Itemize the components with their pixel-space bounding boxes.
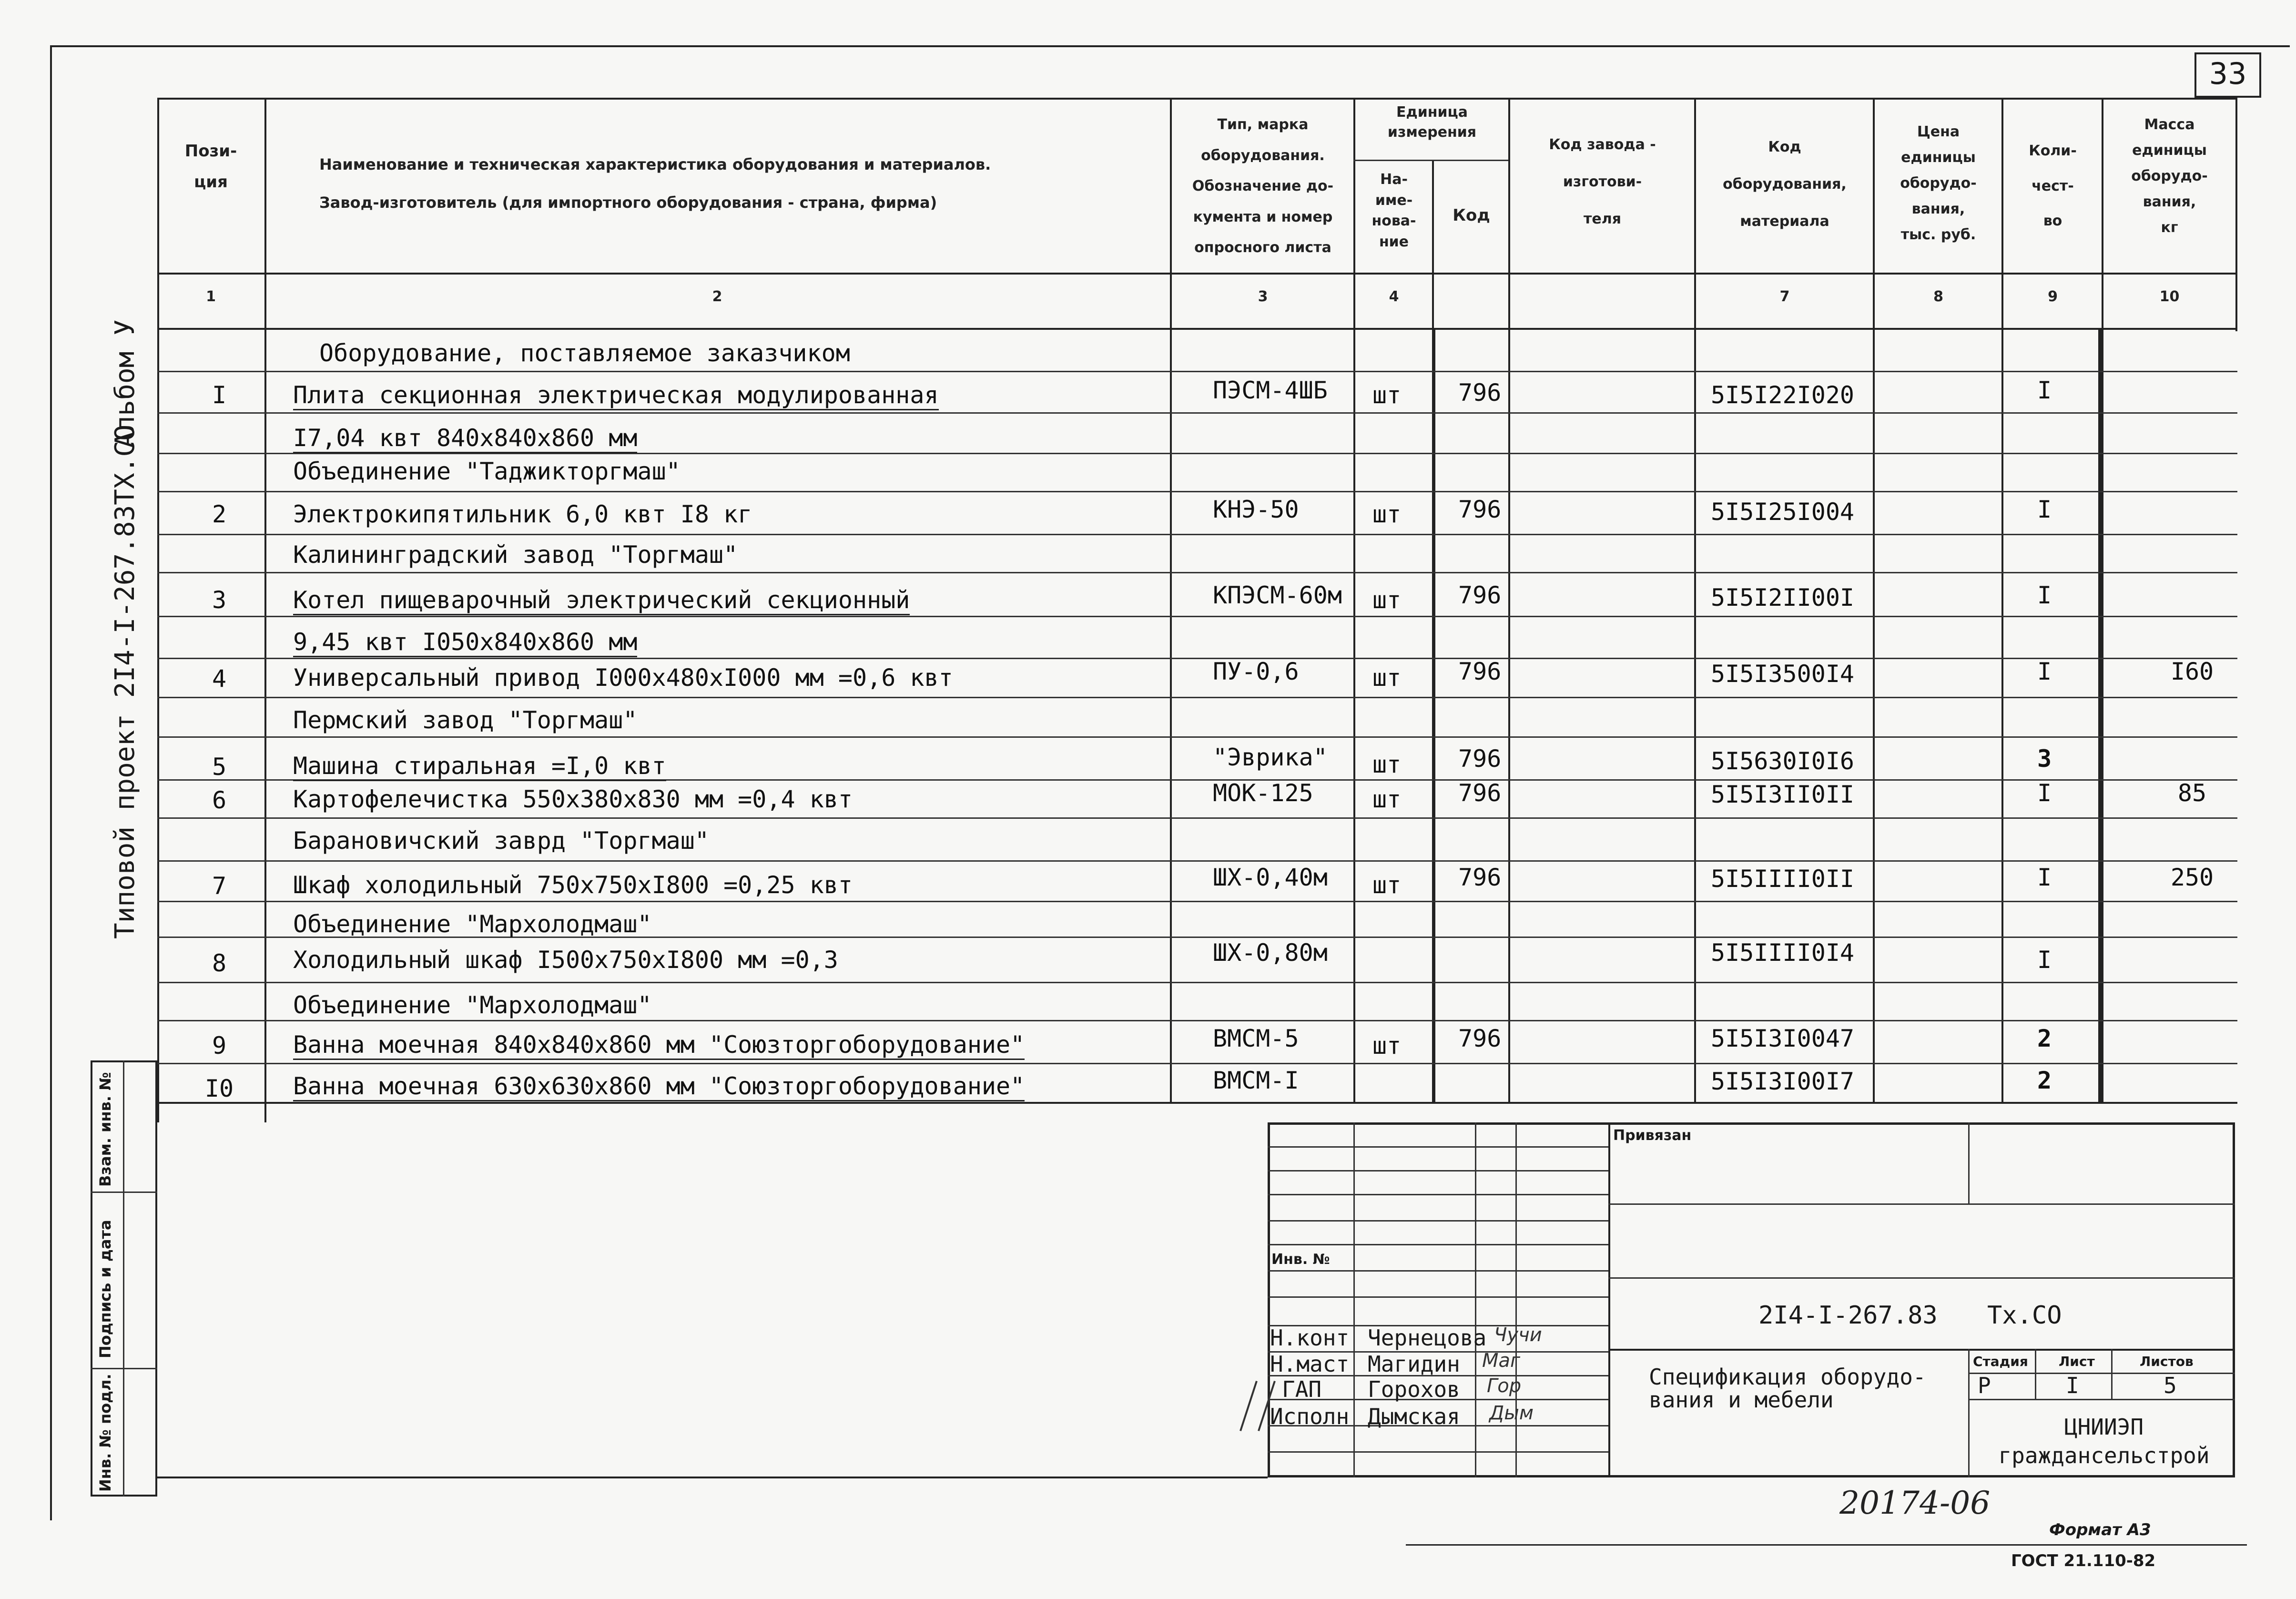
row-4-eq-code: 5I5I25I004 [1711, 498, 1855, 526]
row-8-code: 796 [1458, 658, 1502, 685]
stamp-doc-mark: Тх.СО [1987, 1301, 2062, 1330]
stamp-sheet-label: Лист [2059, 1354, 2095, 1369]
row-17-pos: 9 [212, 1032, 227, 1059]
row-13-qty: I [2037, 864, 2052, 891]
left-stamp-sep-1 [91, 1192, 157, 1193]
row-15-type: ШХ-0,80м [1213, 939, 1328, 967]
stamp-title: Спецификация оборудо- вания и мебели [1649, 1364, 1926, 1413]
row-8-eq-code: 5I5I3500I4 [1711, 660, 1855, 688]
stamp-role-1: Н.маст [1270, 1351, 1350, 1377]
stamp-grid-v4 [1608, 1122, 1610, 1477]
row-13-pos: 7 [212, 872, 227, 900]
stamp-doc-code: 2I4-I-267.83 [1758, 1301, 1938, 1330]
stamp-stage-label: Стадия [1973, 1354, 2028, 1369]
col-line-10 [2235, 98, 2237, 331]
row-1-qty: I [2037, 377, 2052, 404]
row-15-name: Холодильный шкаф I500х750хI800 мм =0,3 [293, 946, 838, 974]
row-line-12 [157, 817, 2237, 819]
table-top [157, 98, 2237, 100]
stamp-right-h2 [1608, 1277, 2235, 1279]
stamp-sig-1: Маг [1482, 1350, 1521, 1372]
header-col9: Коли- чест- во [2029, 143, 2077, 229]
frame-left [50, 45, 52, 1520]
row-4-name: Электрокипятильник 6,0 квт I8 кг [293, 500, 752, 528]
row-6-type: КПЭСМ-60м [1213, 581, 1342, 609]
header-col7: Код оборудования, материала [1723, 139, 1847, 230]
row-1-name: Плита секционная электрическая модулированная [293, 381, 939, 410]
col-number-3: 3 [1258, 288, 1268, 305]
row-6-name: Котел пищеварочный электрический секционный [293, 586, 910, 615]
stamp-sig-2: Гор [1487, 1375, 1522, 1397]
side-project: Типовой проект 2I4-I-267.83ТХ.СО [110, 425, 141, 939]
row-13-type: ШХ-0,40м [1213, 864, 1328, 891]
stamp-stage-h2 [1968, 1399, 2235, 1400]
row-7-name: 9,45 квт I050х840х860 мм [293, 628, 637, 657]
row-11-eq-code: 5I5I3II0II [1711, 781, 1855, 808]
stamp-stage-v1 [2035, 1349, 2036, 1399]
table-bottom [157, 1102, 2237, 1104]
row-15-qty: I [2037, 946, 2052, 974]
stamp-stage-v2 [2111, 1349, 2113, 1399]
stamp-org: ЦНИИЭП граждансельстрой [1998, 1414, 2210, 1468]
stamp-grid-h2 [1268, 1170, 1608, 1171]
row-15-pos: 8 [212, 949, 227, 977]
stamp-sig-3: Дым [1489, 1402, 1534, 1424]
row-17-code: 796 [1458, 1025, 1502, 1052]
header-col10: Масса единицы оборудо- вания, кг [2131, 116, 2208, 236]
row-10-eq-code: 5I5630I0I6 [1711, 747, 1855, 775]
row-line-16 [157, 982, 2237, 983]
row-3-name: Объединение "Таджикторгмаш" [293, 458, 681, 485]
header-unit-group: Единица измерения [1387, 104, 1477, 141]
row-8-name: Универсальный привод I000х480хI000 мм =0,6 квт [293, 664, 953, 692]
header-bottom [157, 273, 2237, 275]
side-album: Альбом У [110, 319, 141, 448]
stamp-grid-h4 [1268, 1220, 1608, 1222]
stamp-name-0: Чернецова [1368, 1325, 1487, 1351]
row-13-eq-code: 5I5IIII0II [1711, 865, 1855, 893]
left-stamp-sep-2 [91, 1368, 157, 1369]
row-9-name: Пермский завод "Торгмаш" [293, 706, 638, 734]
stamp-grid-h1 [1268, 1146, 1608, 1148]
stamp-stage-h1 [1968, 1373, 2235, 1374]
side-vzam-inv: Взам. инв. № [96, 1072, 114, 1187]
stamp-right-h3 [1608, 1349, 2235, 1351]
side-sign-date: Подпись и дата [96, 1220, 114, 1358]
row-10-type: "Эврика" [1213, 743, 1328, 771]
row-11-unit: шт [1372, 785, 1402, 813]
left-stamp-divider [123, 1060, 124, 1497]
row-11-qty: I [2037, 779, 2052, 807]
row-16-name: Объединение "Мархолодмаш" [293, 991, 652, 1019]
header-col2: Наименование и техническая характеристика оборудования и материалов. Завод-изготовитель (для импортного оборудования - страна, фирма) [319, 155, 991, 212]
stamp-right-v2 [1968, 1349, 1970, 1477]
col-number-9: 9 [2048, 288, 2058, 305]
row-10-name: Машина стиральная =I,0 квт [293, 752, 666, 781]
unit-group-divider [1353, 160, 1508, 161]
row-18-eq-code: 5I5I3I00I7 [1711, 1068, 1855, 1095]
stamp-sig-0: Чучи [1494, 1324, 1542, 1346]
row-8-mass: I60 [2170, 658, 2214, 685]
row-11-code: 796 [1458, 779, 1502, 807]
row-line-7 [157, 616, 2237, 617]
row-11-type: МОК-125 [1213, 779, 1313, 807]
col-line-9 [2102, 98, 2103, 1102]
row-11-mass: 85 [2177, 779, 2207, 807]
stamp-inv-no: Инв. № [1271, 1251, 1330, 1268]
stamp-grid-v1 [1353, 1122, 1355, 1477]
col-number-2: 2 [712, 288, 722, 305]
col-line-2 [1170, 98, 1172, 1102]
header-col5: Код [1453, 206, 1490, 225]
row-line-2 [157, 412, 2237, 414]
stamp-role-3: Исполн [1270, 1404, 1350, 1429]
row-4-code: 796 [1458, 496, 1502, 523]
stamp-grid-h3 [1268, 1194, 1608, 1195]
row-1-eq-code: 5I5I22I020 [1711, 381, 1855, 409]
row-line-1 [157, 371, 2237, 372]
stamp-grid-h6 [1268, 1270, 1608, 1272]
row-11-pos: 6 [212, 786, 227, 814]
row-12-name: Барановичский заврд "Торгмаш" [293, 827, 709, 855]
row-13-unit: шт [1372, 871, 1402, 899]
stamp-right-h1 [1608, 1203, 2235, 1205]
gost-label: ГОСТ 21.110-82 [2011, 1551, 2156, 1570]
row-10-unit: шт [1372, 751, 1402, 778]
row-13-mass: 250 [2170, 864, 2214, 891]
stamp-name-1: Магидин [1368, 1351, 1460, 1377]
row-8-type: ПУ-0,6 [1213, 658, 1299, 685]
stamp-role-0: Н.конт [1270, 1325, 1350, 1351]
side-inv-orig: Инв. № подл. [96, 1374, 114, 1492]
row-line-17 [157, 1020, 2237, 1021]
stamp-grid-v2 [1475, 1122, 1476, 1477]
col-number-1: 1 [206, 288, 216, 305]
row-17-name: Ванна моечная 840х840х860 мм "Союзторгоборудование" [293, 1031, 1025, 1060]
row-line-14 [157, 901, 2237, 902]
row-8-unit: шт [1372, 664, 1402, 692]
stamp-stage: Р [1978, 1373, 1991, 1398]
row-line-9 [157, 697, 2237, 698]
stamp-role-2: ГАП [1282, 1376, 1322, 1402]
col-number-4: 4 [1389, 288, 1399, 305]
stamp-grid-h13 [1268, 1451, 1608, 1453]
stamp-slash-1 [1239, 1381, 1258, 1431]
stamp-sheets: 5 [2164, 1373, 2177, 1398]
header-col3: Тип, марка оборудования. Обозначение до- кумента и номер опросного листа [1192, 116, 1334, 256]
row-18-type: ВМСМ-I [1213, 1067, 1299, 1094]
row-1-type: ПЭСМ-4ШБ [1213, 377, 1328, 404]
row-17-unit: шт [1372, 1032, 1402, 1059]
row-13-name: Шкаф холодильный 750х750хI800 =0,25 квт [293, 871, 853, 899]
stamp-privyazan: Привязан [1613, 1127, 1692, 1144]
row-14-name: Объединение "Мархолодмаш" [293, 910, 652, 938]
row-6-eq-code: 5I5I2II00I [1711, 584, 1855, 611]
row-4-unit: шт [1372, 500, 1402, 528]
row-17-qty: 2 [2037, 1025, 2052, 1052]
row-0-name: Оборудование, поставляемое заказчиком [319, 339, 850, 367]
stamp-name-3: Дымская [1368, 1404, 1460, 1429]
stamp-grid-h7 [1268, 1296, 1608, 1298]
stamp-grid-h5 [1268, 1244, 1608, 1245]
row-6-code: 796 [1458, 581, 1502, 609]
row-line-8 [157, 658, 2237, 659]
row-5-name: Калининградский завод "Торгмаш" [293, 541, 738, 569]
row-15-eq-code: 5I5IIII0I4 [1711, 939, 1855, 967]
row-10-code: 796 [1458, 745, 1502, 773]
row-line-5 [157, 534, 2237, 535]
stamp-sheets-label: Листов [2140, 1354, 2194, 1369]
row-10-qty: 3 [2037, 745, 2052, 773]
stamp-sheet: I [2066, 1373, 2079, 1398]
row-1-code: 796 [1458, 379, 1502, 407]
row-6-pos: 3 [212, 586, 227, 614]
stamp-name-2: Горохов [1368, 1376, 1460, 1402]
header-col8: Цена единицы оборудо- вания, тыс. руб. [1900, 123, 1977, 243]
header-col1: Пози- ция [184, 142, 237, 192]
row-8-qty: I [2037, 658, 2052, 685]
row-18-name: Ванна моечная 630х630х860 мм "Союзторгоборудование" [293, 1072, 1025, 1101]
row-line-18 [157, 1063, 2237, 1064]
row-10-pos: 5 [212, 753, 227, 781]
row-line-13 [157, 860, 2237, 862]
col-number-10: 10 [2159, 288, 2180, 305]
row-1-unit: шт [1372, 381, 1402, 409]
row-17-eq-code: 5I5I3I0047 [1711, 1025, 1855, 1052]
header-col6: Код завода - изготови- теля [1549, 136, 1656, 227]
col-number-8: 8 [1933, 288, 1943, 305]
row-line-4 [157, 491, 2237, 492]
format-label: Формат А3 [2049, 1520, 2151, 1539]
row-11-name: Картофелечистка 550х380х830 мм =0,4 квт [293, 785, 853, 813]
row-line-6 [157, 572, 2237, 573]
row-18-qty: 2 [2037, 1067, 2052, 1094]
row-line-10 [157, 736, 2237, 738]
row-6-qty: I [2037, 581, 2052, 609]
sheet-number: 33 [2209, 56, 2247, 91]
row-6-unit: шт [1372, 586, 1402, 614]
row-17-type: ВМСМ-5 [1213, 1025, 1299, 1052]
bold-inner-frame [1432, 328, 2102, 1102]
handwritten-number: 20174-06 [1839, 1485, 1991, 1521]
stamp-grid-v3 [1515, 1122, 1517, 1477]
row-4-pos: 2 [212, 500, 227, 528]
frame-bottom-left [157, 1477, 1268, 1478]
col-line-3 [1353, 98, 1355, 1102]
frame-top [50, 45, 2290, 47]
row-8-pos: 4 [212, 665, 227, 693]
row-4-type: КНЭ-50 [1213, 496, 1299, 523]
row-18-pos: I0 [204, 1075, 234, 1102]
stamp-right-v1 [1968, 1122, 1970, 1203]
col-number-7: 7 [1779, 288, 1790, 305]
row-2-name: I7,04 квт 840х840х860 мм [293, 424, 637, 453]
header-col4: На- име- нова- ние [1372, 171, 1416, 250]
row-4-qty: I [2037, 496, 2052, 523]
col-line-0 [157, 98, 159, 1122]
bottom-rule [1406, 1544, 2247, 1546]
row-13-code: 796 [1458, 864, 1502, 891]
row-1-pos: I [212, 381, 227, 409]
